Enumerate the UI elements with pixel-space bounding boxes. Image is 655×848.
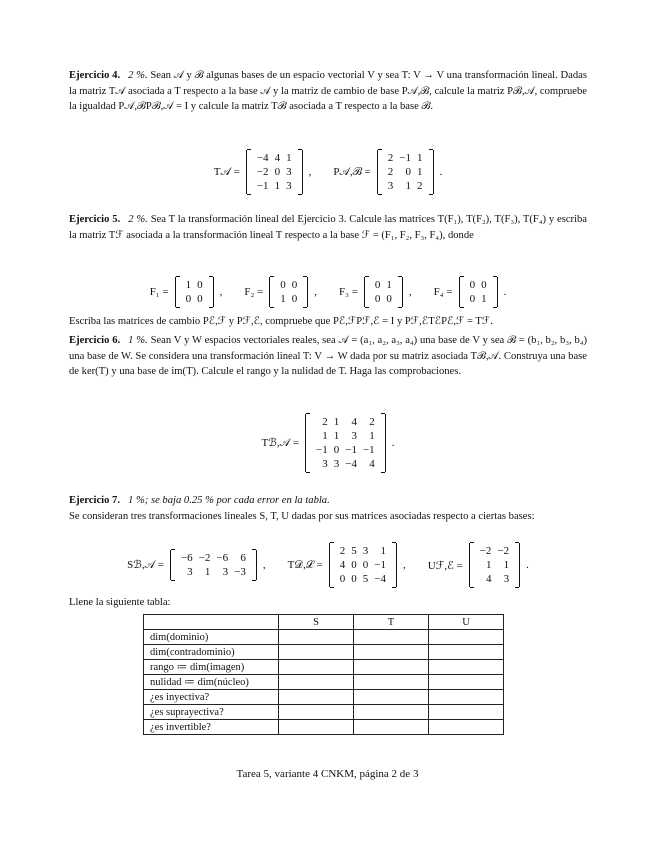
- table-answer-cell[interactable]: [429, 630, 504, 645]
- matrix-entry: −6: [216, 552, 229, 564]
- matrix-entry: 0: [291, 293, 298, 305]
- table-row-label: nulidad ≔ dim(núcleo): [144, 675, 279, 690]
- matrix-entry: 0: [274, 166, 281, 178]
- table-answer-cell[interactable]: [279, 630, 354, 645]
- table-answer-cell[interactable]: [429, 690, 504, 705]
- matrix-entry: 0: [374, 293, 381, 305]
- matrix-entry: 1: [417, 152, 423, 164]
- matrix-entry: 1: [274, 180, 281, 192]
- matrix-equation: [244, 277, 339, 307]
- table-answer-cell[interactable]: [279, 645, 354, 660]
- matrix-separator: ,: [308, 166, 312, 178]
- matrix-entry: 3: [362, 545, 369, 557]
- matrix: [377, 150, 434, 194]
- table-row-label: ¿es invertible?: [144, 720, 279, 735]
- matrix: [269, 277, 308, 307]
- table-header-t: T: [354, 615, 429, 630]
- table-corner-cell: [144, 615, 279, 630]
- matrix-entry: −2: [479, 545, 492, 557]
- exercise-5-matrices: [69, 277, 587, 307]
- matrix-entry: 3: [333, 458, 340, 470]
- matrix-entry: −4: [374, 573, 386, 585]
- table-answer-cell[interactable]: [279, 705, 354, 720]
- matrix-separator: .: [439, 166, 443, 178]
- matrix-entry: 1: [417, 166, 423, 178]
- matrix-entry: −2: [256, 166, 269, 178]
- matrix-entry: −4: [256, 152, 269, 164]
- matrix-entry: −3: [234, 566, 246, 578]
- table-answer-cell[interactable]: [354, 660, 429, 675]
- exercise-4-text: Sean 𝒜 y ℬ algunas bases de un espacio vectorial V y sea T: V → V una transformación lineal. Dadas la matriz T𝒜 asociada a T respecto a la base 𝒜 y la matriz de cambio de base P𝒜,ℬ, calcule la matriz Pℬ,𝒜, compruebe la igualdad P𝒜,ℬPℬ,𝒜 = I y calcule la matriz Tℬ asociada a T respecto a la base ℬ.: [69, 70, 587, 113]
- exercise-5: [69, 212, 587, 243]
- matrix-entry: 2: [387, 152, 394, 164]
- matrix: [175, 277, 214, 307]
- matrix-equation: [339, 277, 434, 307]
- table-row: [144, 690, 504, 705]
- matrix-entry: 1: [280, 293, 286, 305]
- matrix-entry: 3: [503, 573, 510, 585]
- matrix-entry: 0: [362, 559, 369, 571]
- table-answer-cell[interactable]: [354, 705, 429, 720]
- exercise-4: [69, 68, 587, 115]
- matrix-entry: −6: [180, 552, 193, 564]
- matrix-label: T𝒟,ℒ =: [287, 558, 323, 571]
- matrix-entry: −1: [374, 559, 386, 571]
- matrix-label: Tℬ,𝒜 =: [261, 437, 300, 449]
- matrix-entry: 1: [185, 279, 192, 291]
- properties-table: [143, 614, 504, 735]
- matrix-entry: 3: [322, 458, 328, 470]
- table-body: [144, 630, 504, 735]
- matrix-entry: 0: [339, 573, 346, 585]
- matrix-entry: 0: [351, 559, 357, 571]
- matrix-entry: 3: [387, 180, 394, 192]
- matrix-separator: ,: [314, 286, 317, 298]
- matrix-entry: 3: [187, 566, 193, 578]
- exercise-7-matrices: [69, 543, 587, 587]
- exercise-6-weight: 1 %.: [128, 335, 148, 346]
- matrix-entry: −1: [256, 180, 269, 192]
- matrix-entry: 1: [204, 566, 211, 578]
- table-answer-cell[interactable]: [279, 675, 354, 690]
- matrix-entry: 2: [369, 416, 375, 428]
- matrix-entry: 0: [291, 279, 298, 291]
- exercise-7: [69, 493, 587, 524]
- matrix-separator: ,: [403, 559, 406, 571]
- matrix-entry: 2: [339, 545, 346, 557]
- matrix-separator: .: [526, 559, 529, 571]
- matrix-entry: 1: [333, 416, 340, 428]
- matrix-equation: [333, 150, 442, 194]
- matrix-entry: 1: [322, 430, 328, 442]
- matrix-entry: 1: [286, 152, 292, 164]
- table-row: [144, 705, 504, 720]
- matrix-label: F₂ =: [244, 286, 264, 298]
- page-footer: Tarea 5, variante 4 CNKM, página 2 de 3: [236, 768, 419, 780]
- matrix-entry: 4: [339, 559, 346, 571]
- table-answer-cell[interactable]: [354, 720, 429, 735]
- table-row-label: rango ≔ dim(imagen): [144, 660, 279, 675]
- matrix-entry: −4: [345, 458, 357, 470]
- matrix-entry: −2: [497, 545, 510, 557]
- matrix: [246, 150, 303, 194]
- matrix-equation: [150, 277, 245, 307]
- matrix: [364, 277, 403, 307]
- exercise-6: [69, 333, 587, 380]
- table-row-label: ¿es suprayectiva?: [144, 705, 279, 720]
- matrix-entry: 4: [485, 573, 492, 585]
- matrix-entry: 4: [274, 152, 281, 164]
- matrix-entry: 3: [286, 180, 292, 192]
- table-row-label: dim(dominio): [144, 630, 279, 645]
- matrix-separator: ,: [262, 559, 266, 571]
- matrix-separator: .: [391, 437, 395, 449]
- exercise-5-heading: Ejercicio 5.: [69, 214, 121, 225]
- table-answer-cell[interactable]: [354, 645, 429, 660]
- matrix-entry: 2: [322, 416, 328, 428]
- exercise-5-text2: Escriba las matrices de cambio Pℰ,ℱ y Pℱ,ℰ, compruebe que Pℰ,ℱPℱ,ℰ = I y Pℱ,ℰTℰPℰ,ℱ = Tℱ.: [69, 316, 493, 327]
- matrix-label: P𝒜,ℬ =: [333, 165, 371, 178]
- matrix: [329, 543, 397, 587]
- matrix-entry: −2: [198, 552, 211, 564]
- matrix-label: F₃ =: [339, 286, 358, 298]
- table-answer-cell[interactable]: [354, 690, 429, 705]
- matrix-entry: 1: [481, 293, 487, 305]
- table-answer-cell[interactable]: [354, 630, 429, 645]
- matrix-entry: 1: [333, 430, 340, 442]
- matrix-entry: 1: [485, 559, 492, 571]
- matrix-label: Uℱ,ℰ =: [427, 559, 463, 572]
- matrix-separator: ,: [408, 286, 412, 298]
- matrix-equation: [262, 414, 395, 472]
- exercise-7-heading: Ejercicio 7.: [69, 495, 120, 506]
- matrix-entry: −1: [399, 152, 411, 164]
- matrix-separator: .: [503, 286, 507, 298]
- matrix-entry: −1: [345, 444, 357, 456]
- matrix-entry: 5: [351, 545, 357, 557]
- matrix-entry: 0: [280, 279, 286, 291]
- matrix-entry: 3: [222, 566, 229, 578]
- matrix-separator: ,: [219, 286, 223, 298]
- matrix-entry: 1: [386, 279, 392, 291]
- matrix-entry: 3: [351, 430, 357, 442]
- matrix-entry: 0: [351, 573, 357, 585]
- matrix-label: F₁ =: [149, 286, 169, 298]
- table-row-label: dim(contradominio): [144, 645, 279, 660]
- matrix-entry: −1: [362, 444, 375, 456]
- matrix-label: F₄ =: [433, 286, 453, 298]
- matrix: [459, 277, 498, 307]
- matrix-label: Sℬ,𝒜 =: [127, 559, 164, 571]
- exercise-5-text: Sea T la transformación lineal del Ejercicio 3. Calcule las matrices T(F₁), T(F₂), T(F₃), T(F₄) y escriba la matriz Tℱ asociada a la transformación lineal T respecto a la base ℱ = (F₁, F₂, F₃, F₄), donde: [69, 214, 588, 241]
- table-answer-cell[interactable]: [429, 645, 504, 660]
- table-row: [144, 675, 504, 690]
- matrix-entry: 0: [185, 293, 192, 305]
- matrix-entry: 0: [469, 279, 476, 291]
- matrix-equation: [434, 277, 507, 307]
- exercise-5-weight: 2 %.: [128, 214, 148, 225]
- table-header-u: U: [429, 615, 504, 630]
- matrix-label: T𝒜 =: [213, 165, 240, 178]
- table-row-label: ¿es inyectiva?: [144, 690, 279, 705]
- matrix-entry: 0: [333, 444, 340, 456]
- matrix-entry: 0: [197, 293, 203, 305]
- exercise-6-text: Sean V y W espacios vectoriales reales, sea 𝒜 = (a₁, a₂, a₃, a₄) una base de V y sea ℬ = (b₁, b₂, b₃, b₄) una base de W. Se considera una transformación lineal T: V → W dada por su matriz asociada Tℬ,𝒜. Construya una base de ker(T) y una base de im(T). Calcule el rango y la nulidad de T. Haga las comprobaciones.: [69, 335, 587, 378]
- matrix-entry: 0: [405, 166, 411, 178]
- table-answer-cell[interactable]: [279, 660, 354, 675]
- matrix-entry: 1: [503, 559, 510, 571]
- table-row: [144, 660, 504, 675]
- matrix-entry: 6: [240, 552, 246, 564]
- exercise-7-text2: Llene la siguiente tabla:: [69, 597, 171, 608]
- matrix-equation: [288, 543, 428, 587]
- exercise-4-matrices: [69, 150, 587, 194]
- matrix-entry: 4: [369, 458, 375, 470]
- exercise-6-heading: Ejercicio 6.: [69, 335, 121, 346]
- matrix-entry: 0: [481, 279, 487, 291]
- matrix-entry: 0: [374, 279, 381, 291]
- matrix-equation: [214, 150, 334, 194]
- table-answer-cell[interactable]: [429, 675, 504, 690]
- table-answer-cell[interactable]: [279, 720, 354, 735]
- table-answer-cell[interactable]: [429, 660, 504, 675]
- table-row: [144, 645, 504, 660]
- table-row: [144, 720, 504, 735]
- exercise-4-heading: Ejercicio 4.: [69, 70, 121, 81]
- matrix-entry: 1: [405, 180, 411, 192]
- matrix-entry: 0: [197, 279, 203, 291]
- table-answer-cell[interactable]: [429, 720, 504, 735]
- matrix-equation: [127, 550, 288, 580]
- table-answer-cell[interactable]: [429, 705, 504, 720]
- table-answer-cell[interactable]: [354, 675, 429, 690]
- matrix: [305, 414, 386, 472]
- exercise-7-weight: 1 %; se baja 0.25 % por cada error en la tabla.: [128, 495, 330, 506]
- exercise-6-matrices: [69, 414, 587, 472]
- matrix-entry: 3: [286, 166, 292, 178]
- exercise-7-text: Se consideran tres transformaciones lineales S, T, U dadas por sus matrices asociadas respecto a ciertas bases:: [69, 510, 535, 522]
- matrix: [469, 543, 520, 587]
- matrix-entry: 4: [351, 416, 357, 428]
- table-header-row: [144, 615, 504, 630]
- matrix-entry: −1: [316, 444, 328, 456]
- matrix-entry: 1: [369, 430, 375, 442]
- matrix-entry: 0: [386, 293, 392, 305]
- exercise-4-weight: 2 %.: [128, 70, 148, 81]
- matrix-entry: 2: [387, 166, 394, 178]
- matrix: [170, 550, 257, 580]
- matrix-entry: 0: [469, 293, 476, 305]
- matrix-entry: 1: [380, 545, 386, 557]
- matrix-entry: 2: [417, 180, 423, 192]
- matrix-equation: [428, 543, 529, 587]
- table-header-s: S: [279, 615, 354, 630]
- table-row: [144, 630, 504, 645]
- table-answer-cell[interactable]: [279, 690, 354, 705]
- matrix-entry: 5: [362, 573, 369, 585]
